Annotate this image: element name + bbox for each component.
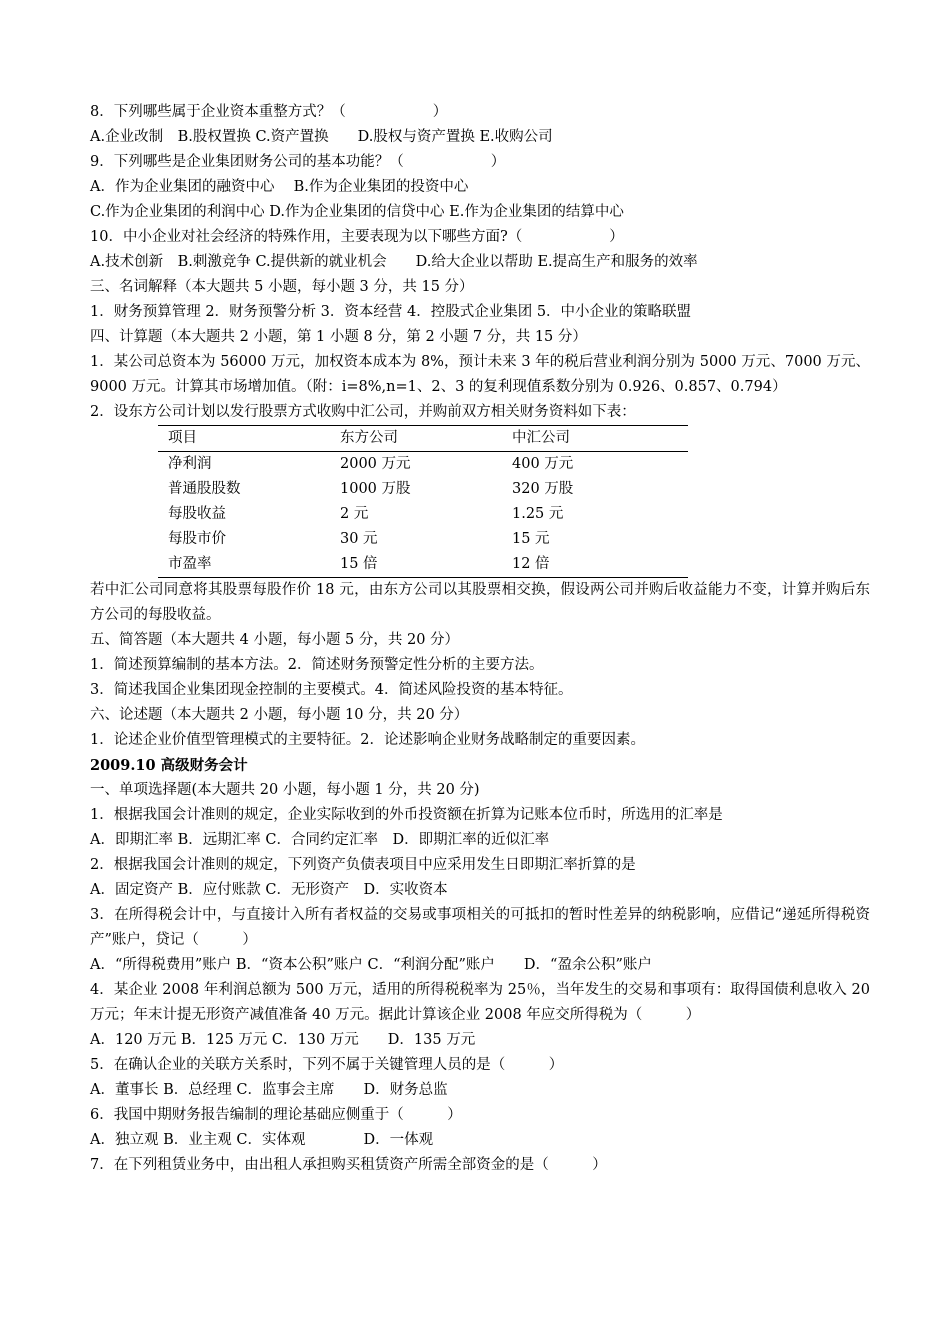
table-header-cell: 项目 [158, 426, 330, 452]
table-cell: 每股市价 [168, 531, 226, 547]
text-line: A．独立观 B．业主观 C．实体观 D．一体观 [90, 1132, 434, 1148]
text-line: A．董事长 B．总经理 C．监事会主席 D．财务总监 [90, 1082, 448, 1098]
table-cell: 1.25 元 [512, 506, 564, 522]
table-row [158, 477, 688, 502]
document-page [90, 100, 870, 1178]
table-cell: 30 元 [340, 531, 378, 547]
table-cell: 1000 万股 [340, 481, 411, 497]
text-line: 2．根据我国会计准则的规定，下列资产负债表项目中应采用发生日即期汇率折算的是 [90, 857, 636, 873]
table-cell: 15 倍 [330, 552, 502, 578]
table-cell: 2 元 [340, 506, 369, 522]
table-header-row [158, 426, 688, 452]
text-line: 6．我国中期财务报告编制的理论基础应侧重于（ ） [90, 1107, 462, 1123]
table-header-cell: 东方公司 [330, 426, 502, 452]
table-cell: 市盈率 [158, 552, 330, 578]
table-cell: 15 元 [512, 531, 550, 547]
calc-question-1: 1．某公司总资本为 56000 万元，加权资本成本为 8%，预计未来 3 年的税后营业利润分别为 5000 万元、7000 万元、9000 万元。计算其市场增加值。（附：i=8%,n=1、2、3 的复利现值系数分别为 0.926、0.857、0.794） [90, 354, 870, 395]
question-3: 3．在所得税会计中，与直接计入所有者权益的交易或事项相关的可抵扣的暂时性差异的纳税影响，应借记“递延所得税资产”账户，贷记（ ） [90, 907, 870, 948]
question-3-options: A．“所得税费用”账户 B．“资本公积”账户 C．“利润分配”账户 D．“盈余公积”账户 [90, 957, 652, 973]
text-line: 1．论述企业价值型管理模式的主要特征。2．论述影响企业财务战略制定的重要因素。 [90, 732, 645, 748]
text-line: A.企业改制 B.股权置换 C.资产置换 D.股权与资产置换 E.收购公司 [90, 129, 553, 145]
multiple-choice-8-10 [90, 100, 870, 350]
text-line: 1．简述预算编制的基本方法。2．简述财务预警定性分析的主要方法。 [90, 657, 544, 673]
table-cell: 2000 万元 [340, 456, 411, 472]
text-line: C.作为企业集团的利润中心 D.作为企业集团的信贷中心 E.作为企业集团的结算中心 [90, 204, 624, 220]
table-cell: 每股收益 [168, 506, 226, 522]
text-line: 5．在确认企业的关联方关系时，下列不属于关键管理人员的是（ ） [90, 1057, 564, 1073]
table-cell: 320 万股 [512, 481, 574, 497]
section-heading: 六、论述题（本大题共 2 小题，每小题 10 分，共 20 分） [90, 707, 469, 723]
table-cell: 12 倍 [502, 552, 688, 578]
text-line: 3．简述我国企业集团现金控制的主要模式。4．简述风险投资的基本特征。 [90, 682, 573, 698]
section-heading: 三、名词解释（本大题共 5 小题，每小题 3 分，共 15 分） [90, 279, 474, 295]
text-line: 1．根据我国会计准则的规定，企业实际收到的外币投资额在折算为记账本位币时，所选用的汇率是 [90, 807, 723, 823]
section-heading: 四、计算题（本大题共 2 小题，第 1 小题 8 分，第 2 小题 7 分，共 15 分） [90, 329, 587, 345]
single-choice-1-2 [90, 778, 870, 903]
exam-section-title: 2009.10 高级财务会计 [90, 757, 248, 774]
section-heading: 五、简答题（本大题共 4 小题，每小题 5 分，共 20 分） [90, 632, 460, 648]
financial-data-table [158, 425, 688, 578]
table-row [158, 452, 688, 478]
text-line: A．120 万元 B．125 万元 C．130 万元 D．135 万元 [90, 1032, 476, 1048]
table-row [158, 552, 688, 578]
section-heading: 一、单项选择题(本大题共 20 小题，每小题 1 分，共 20 分) [90, 782, 480, 798]
calc-question-2-text: 若中汇公司同意将其股票每股作价 18 元，由东方公司以其股票相交换，假设两公司并购后收益能力不变，计算并购后东方公司的每股收益。 [90, 582, 870, 623]
question-4: 4．某企业 2008 年利润总额为 500 万元，适用的所得税税率为 25％，当年发生的交易和事项有：取得国债利息收入 20 万元；年末计提无形资产减值准备 40 万元。据此计算该企业 2008 年应交所得税为（ ） [90, 982, 870, 1023]
text-line: 10．中小企业对社会经济的特殊作用，主要表现为以下哪些方面?（ ） [90, 229, 624, 245]
text-line: A.技术创新 B.刺激竞争 C.提供新的就业机会 D.给大企业以帮助 E.提高生产和服务的效率 [90, 254, 698, 270]
table-row [158, 527, 688, 552]
text-line: 1．财务预算管理 2．财务预警分析 3．资本经营 4．控股式企业集团 5．中小企业的策略联盟 [90, 304, 692, 320]
calc-question-2-intro: 2．设东方公司计划以发行股票方式收购中汇公司，并购前双方相关财务资料如下表： [90, 404, 636, 420]
short-answer-and-essay [90, 628, 870, 753]
table-cell: 净利润 [168, 456, 212, 472]
table-row [158, 502, 688, 527]
text-line: A．即期汇率 B．远期汇率 C．合同约定汇率 D．即期汇率的近似汇率 [90, 832, 550, 848]
table-cell: 普通股股数 [168, 481, 241, 497]
table-cell: 400 万元 [512, 456, 574, 472]
text-line: 7．在下列租赁业务中，由出租人承担购买租赁资产所需全部资金的是（ ） [90, 1157, 607, 1173]
text-line: 8．下列哪些属于企业资本重整方式？（ ） [90, 104, 448, 120]
text-line: A．固定资产 B．应付账款 C．无形资产 D．实收资本 [90, 882, 448, 898]
text-line: 9．下列哪些是企业集团财务公司的基本功能？（ ） [90, 154, 506, 170]
text-line: A．作为企业集团的融资中心 B.作为企业集团的投资中心 [90, 179, 469, 195]
table-header-cell: 中汇公司 [502, 426, 688, 452]
single-choice-4-7 [90, 1028, 870, 1178]
